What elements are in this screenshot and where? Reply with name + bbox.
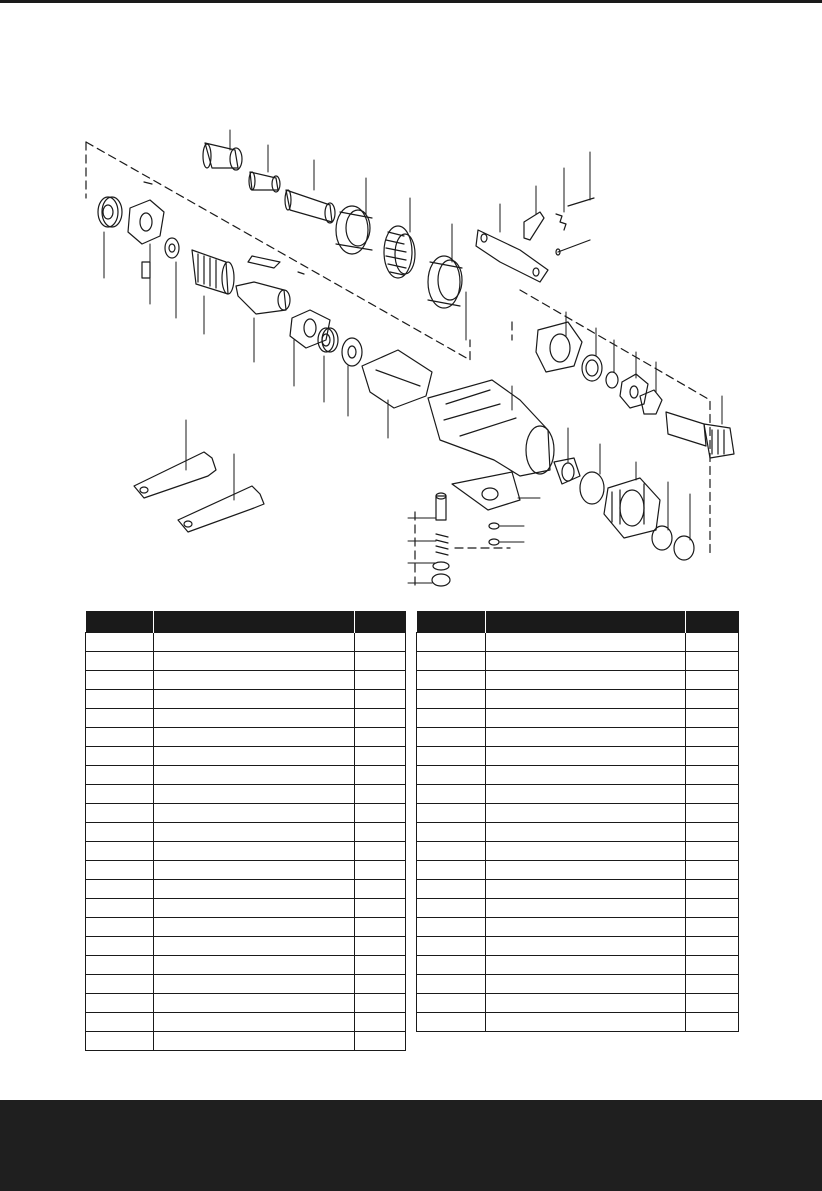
table-row — [417, 652, 739, 671]
assembly-axis-lines — [86, 142, 710, 585]
cylinder — [192, 250, 234, 294]
quantity-cell — [355, 709, 406, 728]
grip-sleeve — [362, 350, 432, 408]
quantity-cell — [355, 975, 406, 994]
description-cell — [486, 994, 686, 1013]
number-cell — [86, 842, 154, 861]
description-cell — [154, 728, 355, 747]
number-cell — [86, 652, 154, 671]
table-row — [86, 823, 406, 842]
retaining-plate — [620, 374, 648, 408]
table-row — [86, 1032, 406, 1051]
table-row — [86, 747, 406, 766]
o-ring-small — [652, 526, 694, 560]
description-cell — [486, 880, 686, 899]
table-row — [86, 880, 406, 899]
number-cell — [417, 918, 486, 937]
number-cell — [417, 804, 486, 823]
description-cell — [486, 975, 686, 994]
table-row — [417, 975, 739, 994]
inlet-valve — [554, 458, 580, 484]
number-cell — [86, 1032, 154, 1051]
quantity-cell — [355, 804, 406, 823]
description-cell — [486, 652, 686, 671]
description-cell — [154, 785, 355, 804]
description-cell — [486, 918, 686, 937]
leader-lines — [104, 130, 722, 583]
number-cell — [417, 956, 486, 975]
quantity-cell — [686, 880, 739, 899]
quantity-cell — [355, 899, 406, 918]
column-header-number — [417, 611, 486, 633]
quantity-cell — [686, 842, 739, 861]
table-row — [86, 918, 406, 937]
quantity-cell — [686, 956, 739, 975]
quantity-cell — [355, 785, 406, 804]
number-cell — [86, 861, 154, 880]
description-cell — [486, 804, 686, 823]
quantity-cell — [355, 937, 406, 956]
description-cell — [154, 766, 355, 785]
table-row — [86, 842, 406, 861]
table-row — [417, 823, 739, 842]
quantity-cell — [686, 994, 739, 1013]
table-row — [86, 899, 406, 918]
table-row — [86, 728, 406, 747]
description-cell — [154, 918, 355, 937]
quantity-cell — [355, 918, 406, 937]
number-cell — [86, 937, 154, 956]
table-row — [86, 994, 406, 1013]
quantity-cell — [686, 747, 739, 766]
table-row — [417, 728, 739, 747]
number-cell — [417, 899, 486, 918]
quantity-cell — [686, 975, 739, 994]
wrench-a — [134, 452, 216, 498]
number-cell — [417, 842, 486, 861]
spacer-ring — [342, 338, 362, 366]
number-cell — [86, 994, 154, 1013]
number-cell — [417, 633, 486, 652]
valve-seat — [580, 472, 604, 504]
quantity-cell — [686, 937, 739, 956]
lever-pin — [556, 198, 594, 255]
description-cell — [486, 1013, 686, 1032]
table-row — [417, 766, 739, 785]
number-cell — [86, 1013, 154, 1032]
throttle-spring — [384, 226, 415, 278]
number-cell — [86, 880, 154, 899]
description-cell — [154, 652, 355, 671]
air-inlet — [285, 190, 335, 223]
lock-ring — [336, 206, 372, 254]
number-cell — [86, 956, 154, 975]
table-row — [417, 747, 739, 766]
valve-cap — [436, 493, 446, 520]
number-cell — [86, 785, 154, 804]
quantity-cell — [686, 861, 739, 880]
number-cell — [417, 785, 486, 804]
number-cell — [86, 823, 154, 842]
collet-nut — [640, 390, 662, 414]
end-plate — [128, 200, 164, 244]
table-row — [417, 899, 739, 918]
description-cell — [154, 861, 355, 880]
table-row — [417, 804, 739, 823]
number-cell — [417, 823, 486, 842]
quantity-cell — [355, 728, 406, 747]
table-row — [417, 994, 739, 1013]
description-cell — [154, 899, 355, 918]
table-row — [417, 785, 739, 804]
quantity-cell — [355, 823, 406, 842]
description-cell — [154, 804, 355, 823]
quantity-cell — [686, 823, 739, 842]
table-row — [417, 918, 739, 937]
description-cell — [154, 709, 355, 728]
table-row — [86, 937, 406, 956]
description-cell — [486, 937, 686, 956]
number-cell — [86, 899, 154, 918]
table-row — [417, 861, 739, 880]
quantity-cell — [686, 709, 739, 728]
quantity-cell — [355, 766, 406, 785]
table-row — [417, 937, 739, 956]
description-cell — [154, 1032, 355, 1051]
lever-spring — [524, 212, 566, 240]
table-header-row — [417, 611, 739, 633]
quantity-cell — [686, 899, 739, 918]
quantity-cell — [686, 728, 739, 747]
rotor-blade — [248, 256, 304, 274]
description-cell — [154, 1013, 355, 1032]
cap-nut-fitting — [536, 322, 582, 372]
quantity-cell — [686, 804, 739, 823]
table-row — [417, 633, 739, 652]
bearing — [98, 197, 122, 227]
table-row — [417, 956, 739, 975]
number-cell — [417, 709, 486, 728]
rotor — [236, 282, 290, 314]
quantity-cell — [686, 690, 739, 709]
number-cell — [86, 633, 154, 652]
description-cell — [154, 956, 355, 975]
description-cell — [486, 956, 686, 975]
quantity-cell — [355, 842, 406, 861]
number-cell — [417, 690, 486, 709]
table-row — [86, 861, 406, 880]
table-row — [86, 690, 406, 709]
number-cell — [417, 861, 486, 880]
table-row — [417, 671, 739, 690]
column-header-number — [86, 611, 154, 633]
description-cell — [486, 899, 686, 918]
table-row — [86, 975, 406, 994]
column-header-quantity — [355, 611, 406, 633]
quantity-cell — [355, 956, 406, 975]
quantity-cell — [686, 766, 739, 785]
housing — [428, 380, 554, 476]
table-row — [86, 785, 406, 804]
quantity-cell — [686, 633, 739, 652]
parts-table-right — [416, 611, 739, 1032]
number-cell — [86, 804, 154, 823]
description-cell — [486, 861, 686, 880]
washer — [582, 355, 602, 381]
number-cell — [86, 918, 154, 937]
table-row — [417, 690, 739, 709]
description-cell — [154, 747, 355, 766]
description-cell — [486, 842, 686, 861]
description-cell — [154, 975, 355, 994]
footer-band — [0, 1100, 822, 1191]
description-cell — [154, 633, 355, 652]
throttle-lever — [476, 230, 548, 282]
description-cell — [486, 747, 686, 766]
quantity-cell — [686, 785, 739, 804]
number-cell — [417, 747, 486, 766]
front-nut — [604, 478, 660, 538]
description-cell — [486, 728, 686, 747]
description-cell — [486, 709, 686, 728]
rotor-washer — [165, 238, 179, 258]
table-row — [417, 880, 739, 899]
description-cell — [154, 823, 355, 842]
clamp-plate — [452, 472, 520, 510]
number-cell — [86, 766, 154, 785]
quantity-cell — [355, 1032, 406, 1051]
description-cell — [486, 823, 686, 842]
number-cell — [86, 690, 154, 709]
table-row — [86, 804, 406, 823]
number-cell — [417, 937, 486, 956]
quantity-cell — [355, 747, 406, 766]
description-cell — [486, 671, 686, 690]
description-cell — [154, 690, 355, 709]
number-cell — [417, 728, 486, 747]
number-cell — [417, 652, 486, 671]
o-ring — [606, 372, 618, 388]
quantity-cell — [686, 671, 739, 690]
column-header-description — [486, 611, 686, 633]
number-cell — [86, 709, 154, 728]
quantity-cell — [355, 1013, 406, 1032]
valve-washer-stack — [432, 523, 499, 586]
table-row — [86, 1013, 406, 1032]
quantity-cell — [355, 633, 406, 652]
silencer-sleeve — [203, 143, 242, 170]
table-row — [86, 652, 406, 671]
table-row — [417, 709, 739, 728]
number-cell — [86, 975, 154, 994]
number-cell — [86, 728, 154, 747]
description-cell — [486, 633, 686, 652]
description-cell — [154, 880, 355, 899]
quantity-cell — [355, 671, 406, 690]
table-row — [86, 709, 406, 728]
quantity-cell — [355, 861, 406, 880]
quantity-cell — [355, 880, 406, 899]
exhaust-deflector — [428, 256, 462, 308]
quantity-cell — [355, 690, 406, 709]
description-cell — [486, 690, 686, 709]
table-row — [86, 671, 406, 690]
table-row — [417, 842, 739, 861]
air-inlet-bushing — [249, 172, 280, 192]
quantity-cell — [686, 652, 739, 671]
description-cell — [154, 994, 355, 1013]
number-cell — [417, 975, 486, 994]
table-row — [86, 766, 406, 785]
table-row — [86, 956, 406, 975]
table-row — [86, 633, 406, 652]
parts-table-left — [85, 611, 406, 1051]
spindle-collet — [666, 412, 734, 458]
number-cell — [417, 880, 486, 899]
description-cell — [154, 671, 355, 690]
description-cell — [154, 937, 355, 956]
description-cell — [486, 785, 686, 804]
number-cell — [417, 994, 486, 1013]
description-cell — [486, 766, 686, 785]
column-header-description — [154, 611, 355, 633]
table-row — [417, 1013, 739, 1032]
column-header-quantity — [686, 611, 739, 633]
quantity-cell — [686, 918, 739, 937]
number-cell — [86, 747, 154, 766]
quantity-cell — [686, 1013, 739, 1032]
number-cell — [417, 671, 486, 690]
number-cell — [417, 1013, 486, 1032]
quantity-cell — [355, 652, 406, 671]
valve-spring — [436, 534, 448, 555]
number-cell — [86, 671, 154, 690]
quantity-cell — [355, 994, 406, 1013]
description-cell — [154, 842, 355, 861]
table-header-row — [86, 611, 406, 633]
wrench-b — [178, 486, 264, 532]
number-cell — [417, 766, 486, 785]
